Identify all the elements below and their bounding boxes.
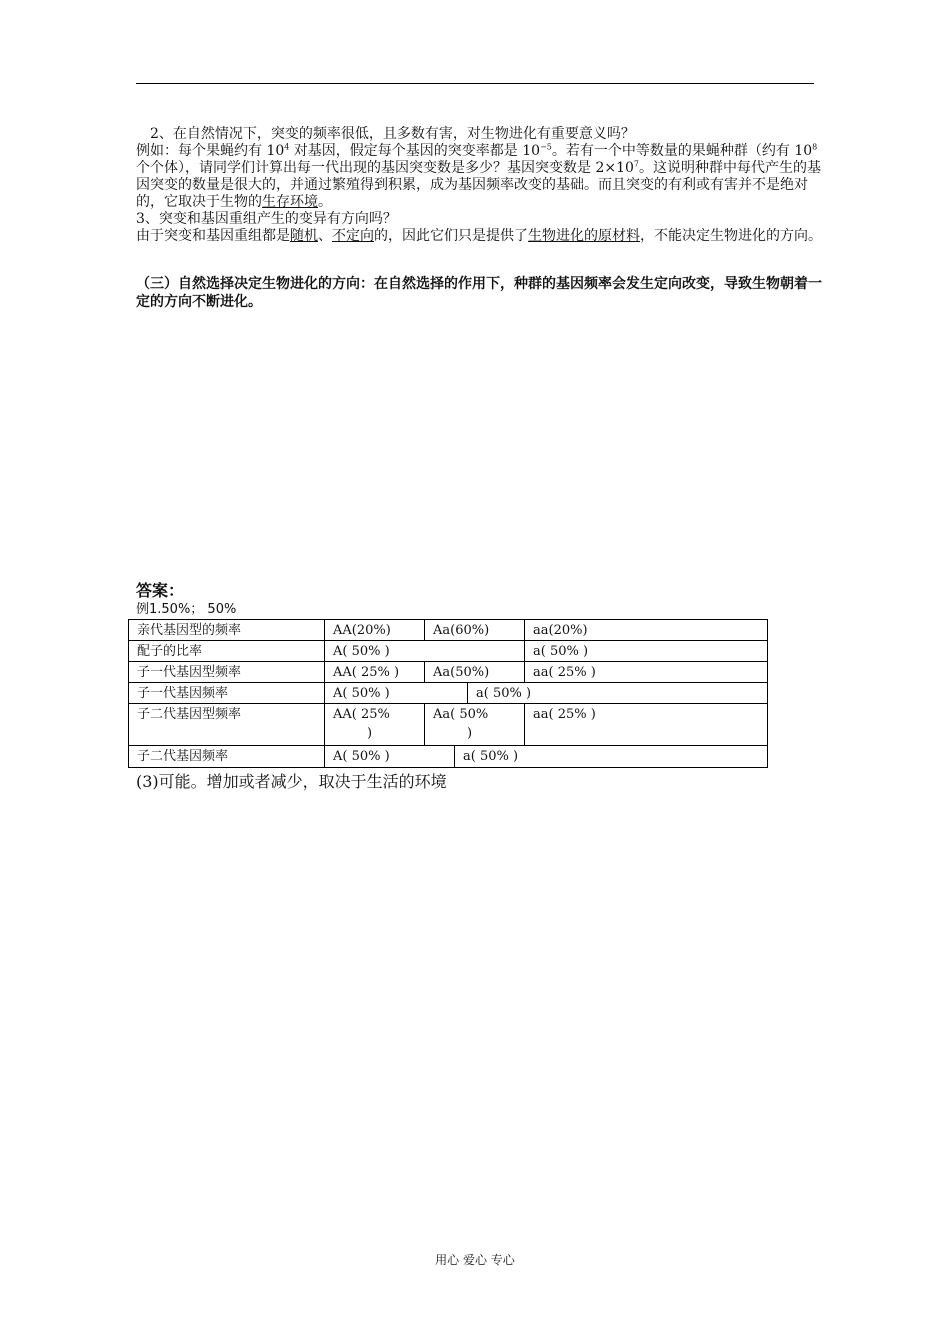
table-row: 子一代基因型频率 AA( 25% ) Aa(50%) aa( 25% ) xyxy=(129,662,767,683)
table-row: 子一代基因频率 A( 50% ) a( 50% ) xyxy=(129,683,767,704)
env-term: 生存环境 xyxy=(262,194,318,210)
answer-title: 答案： xyxy=(136,581,185,600)
header-rule xyxy=(136,83,814,84)
q2-paragraph: 2、在自然情况下，突变的频率很低，且多数有害，对生物进化有重要意义吗？ 例如：每个果蝇约有 $10^4$ 对基因，假定每个基因的突变率都是 $10^{-5}$。若有一个中等数量的果蝇种群（约有 $10^8$ 个个体），请同学们计算出每一代出现的基因突变数是多少？基因突变数是 $2\times 10^7$。这说明种群中每代产生的基因突变的数量是很大的，并通过繁殖得到积累，成为基因频率改变的基础。而且突变的有利或有害并不是绝对的，它取决于生物的生存环境。 xyxy=(136,126,821,210)
page-footer: 用心 爱心 专心 xyxy=(435,1253,515,1267)
table-row: 亲代基因型的频率 AA(20%) Aa(60%) aa(20%) xyxy=(129,620,767,641)
table-row: 配子的比率 A( 50% ) a( 50% ) xyxy=(129,641,767,662)
q3-paragraph: 3、突变和基因重组产生的变异有方向吗？ 由于突变和基因重组都是随机、不定向的，因此它们只是提供了生物进化的原材料，不能决定生物进化的方向。 xyxy=(136,211,822,244)
table-row: 子二代基因频率 A( 50% ) a( 50% ) xyxy=(129,746,767,767)
answer-line: 例1.50%； 50% xyxy=(136,602,237,617)
section-three-heading: （三）自然选择决定生物进化的方向：在自然选择的作用下，种群的基因频率会发生定向改变，导致生物朝着一定的方向不断进化。 xyxy=(136,276,822,310)
answer-note: (3)可能。增加或者减少，取决于生活的环境 xyxy=(136,772,447,791)
table-row: 子二代基因型频率 AA( 25% ) Aa( 50% ) aa( 25% ) xyxy=(129,704,767,746)
gene-frequency-table xyxy=(128,619,768,768)
